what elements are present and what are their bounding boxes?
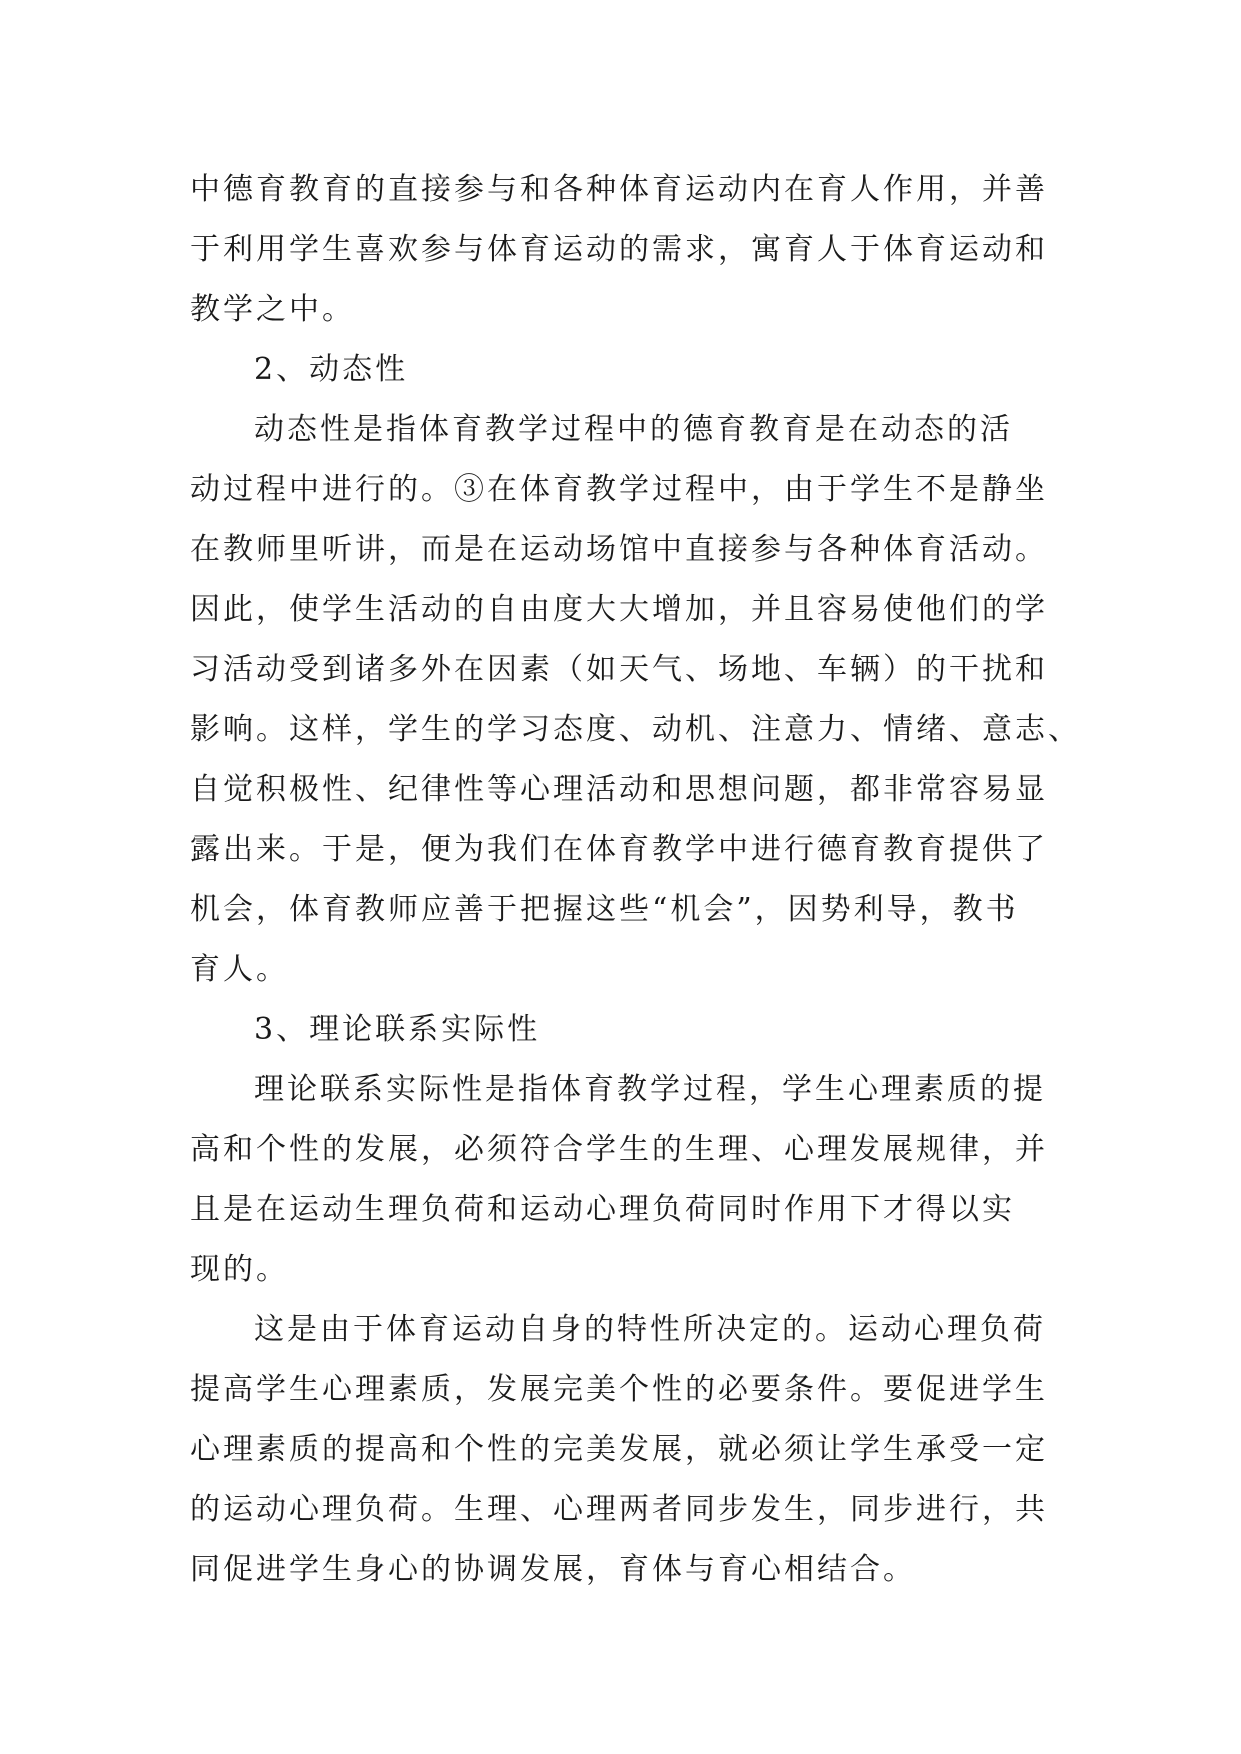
text-line: 影响。这样，学生的学习态度、动机、注意力、情绪、意志、: [190, 712, 1081, 747]
text-line: 心理素质的提高和个性的完美发展，就必须让学生承受一定: [190, 1432, 1048, 1467]
section-heading: 2、动态性: [254, 352, 409, 387]
text-line: 理论联系实际性是指体育教学过程，学生心理素质的提: [254, 1072, 1046, 1107]
text-line: 自觉积极性、纪律性等心理活动和思想问题，都非常容易显: [190, 772, 1048, 807]
text-line: 且是在运动生理负荷和运动心理负荷同时作用下才得以实: [190, 1192, 1015, 1227]
text-line: 在教师里听讲，而是在运动场馆中直接参与各种体育活动。: [190, 532, 1048, 567]
text-line: 教学之中。: [190, 292, 355, 327]
document-body: [190, 160, 1081, 1600]
text-line: 习活动受到诸多外在因素（如天气、场地、车辆）的干扰和: [190, 652, 1048, 687]
text-line: 动态性是指体育教学过程中的德育教育是在动态的活: [254, 412, 1013, 447]
text-line: 这是由于体育运动自身的特性所决定的。运动心理负荷: [254, 1312, 1046, 1347]
text-line: 机会，体育教师应善于把握这些“机会”，因势利导，教书: [190, 892, 1019, 927]
text-line: 同促进学生身心的协调发展，育体与育心相结合。: [190, 1552, 916, 1587]
text-line: 提高学生心理素质，发展完美个性的必要条件。要促进学生: [190, 1372, 1048, 1407]
text-line: 的运动心理负荷。生理、心理两者同步发生，同步进行，共: [190, 1492, 1048, 1527]
section-heading: 3、理论联系实际性: [254, 1012, 541, 1047]
text-line: 高和个性的发展，必须符合学生的生理、心理发展规律，并: [190, 1132, 1048, 1167]
text-line: 于利用学生喜欢参与体育运动的需求，寓育人于体育运动和: [190, 232, 1048, 267]
text-line: 现的。: [190, 1252, 289, 1287]
text-line: 中德育教育的直接参与和各种体育运动内在育人作用，并善: [190, 172, 1048, 207]
text-line: 因此，使学生活动的自由度大大增加，并且容易使他们的学: [190, 592, 1048, 627]
text-line: 育人。: [190, 952, 289, 987]
text-line: 露出来。于是，便为我们在体育教学中进行德育教育提供了: [190, 832, 1048, 867]
text-line: 动过程中进行的。③在体育教学过程中，由于学生不是静坐: [190, 472, 1048, 507]
